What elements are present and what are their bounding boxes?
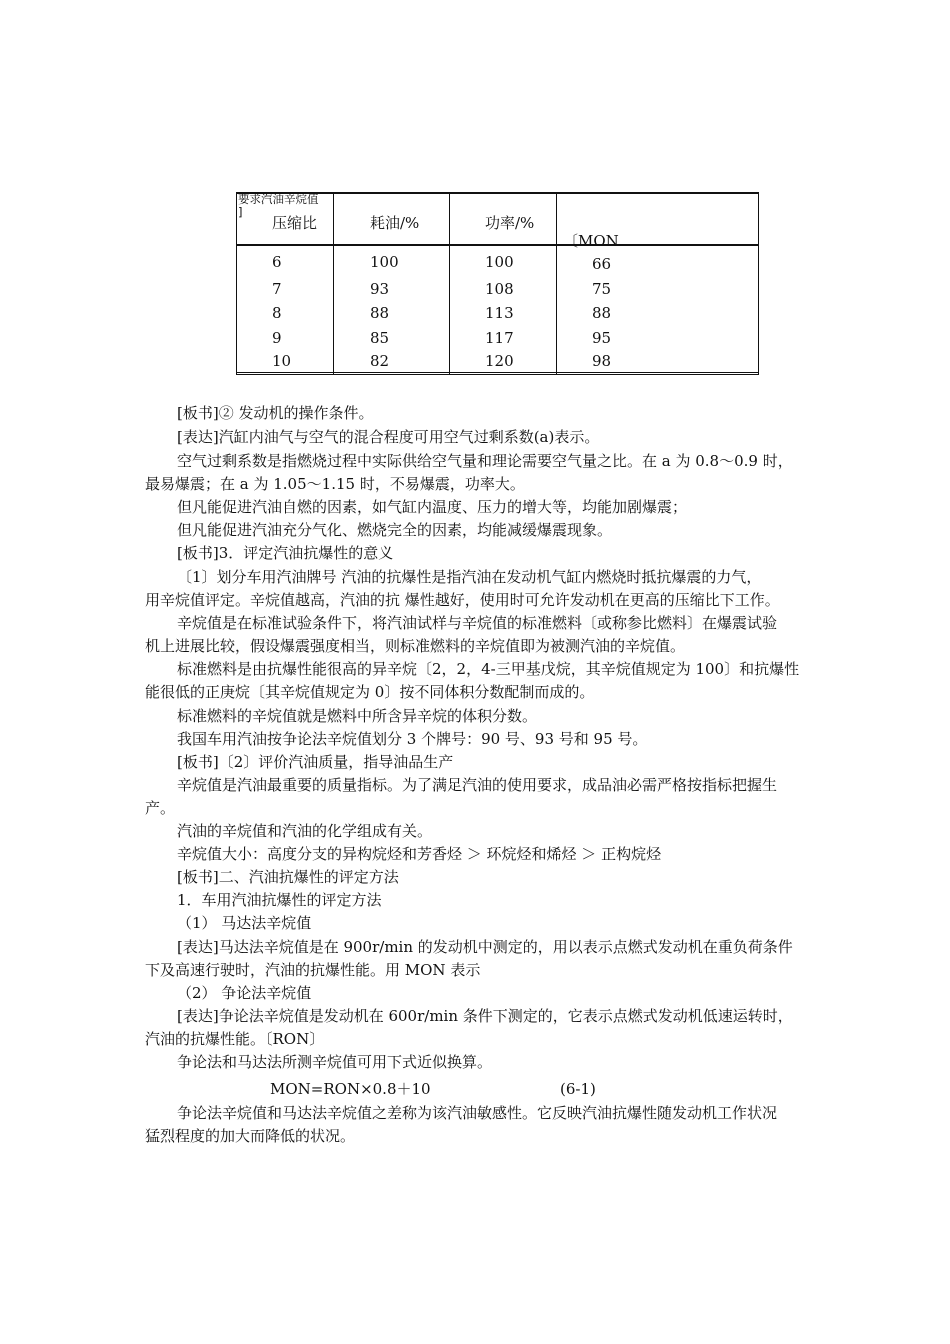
table-cell: 7	[272, 280, 282, 298]
paragraph-line: [表达]争论法辛烷值是发动机在 600r/min 条件下测定的，它表示点燃式发动机低速运转时，	[177, 1007, 793, 1025]
paragraph-line: 机上进展比较，假设爆震强度相当，则标准燃料的辛烷值即为被测汽油的辛烷值。	[145, 637, 686, 655]
table-cell: 113	[485, 304, 514, 322]
table-cell: 100	[485, 253, 514, 271]
table-cell: 117	[485, 329, 514, 347]
table-cell: 98	[592, 352, 612, 370]
table-cell: 75	[592, 280, 612, 298]
table-col-line	[333, 192, 334, 375]
table-col-line	[758, 192, 759, 375]
table-cell: 9	[272, 329, 282, 347]
table-cell: 66	[592, 255, 612, 273]
paragraph-line: 用辛烷值评定。辛烷值越高，汽油的抗 爆性越好，使用时可允许发动机在更高的压缩比下工作。	[145, 591, 780, 609]
paragraph-line: （2） 争论法辛烷值	[177, 984, 312, 1002]
paragraph-line: 最易爆震；在 a 为 1.05～1.15 时，不易爆震，功率大。	[145, 475, 525, 493]
table-cell: 88	[592, 304, 612, 322]
paragraph-line: [板书]〔2〕评价汽油质量，指导油品生产	[177, 753, 454, 771]
paragraph-line: [板书]二、汽油抗爆性的评定方法	[177, 868, 399, 886]
paragraph-line: 争论法和马达法所测辛烷值可用下式近似换算。	[177, 1053, 493, 1071]
paragraph-line: 标准燃料的辛烷值就是燃料中所含异辛烷的体积分数。	[177, 707, 538, 725]
table-header-divider	[236, 244, 759, 246]
paragraph-line: 辛烷值是汽油最重要的质量指标。为了满足汽油的使用要求，成品油必需严格按指标把握生	[177, 776, 778, 794]
table-bottom-border	[236, 372, 759, 375]
header-power: 功率/%	[485, 214, 535, 232]
table-col-line	[556, 192, 557, 375]
table-cell: 108	[485, 280, 514, 298]
paragraph-line: 汽油的抗爆性能。〔RON〕	[145, 1030, 325, 1048]
table-col-line	[449, 192, 450, 375]
paragraph-line: 猛烈程度的加大而降低的状况。	[145, 1127, 356, 1145]
paragraph-line: 辛烷值是在标准试验条件下，将汽油试样与辛烷值的标准燃料〔或称参比燃料〕在爆震试验	[177, 614, 778, 632]
table-col-line	[236, 192, 237, 375]
paragraph-line: 但凡能促进汽油自燃的因素，如气缸内温度、压力的增大等，均能加剧爆震；	[177, 498, 688, 516]
paragraph-line: 我国车用汽油按争论法辛烷值划分 3 个牌号：90 号、93 号和 95 号。	[177, 730, 648, 748]
paragraph-line: 辛烷值大小：高度分支的异构烷烃和芳香烃 ＞ 环烷烃和烯烃 ＞ 正构烷烃	[177, 845, 662, 863]
paragraph-line: （1） 马达法辛烷值	[177, 914, 312, 932]
paragraph-line: 产。	[145, 799, 176, 817]
table-cell: 88	[370, 304, 390, 322]
paragraph-line: 能很低的正庚烷〔其辛烷值规定为 0〕按不同体积分数配制而成的。	[145, 683, 595, 701]
table-cell: 100	[370, 253, 399, 271]
formula: MON=RON×0.8＋10	[270, 1080, 431, 1098]
paragraph-line: [表达]马达法辛烷值是在 900r/min 的发动机中测定的，用以表示点燃式发动机在重负荷条件	[177, 938, 793, 956]
paragraph-line: 〔1〕划分车用汽油牌号 汽油的抗爆性是指汽油在发动机气缸内燃烧时抵抗爆震的力气，	[177, 568, 762, 586]
table-cell: 93	[370, 280, 390, 298]
paragraph-line: 1．车用汽油抗爆性的评定方法	[177, 891, 382, 909]
paragraph-line: 空气过剩系数是指燃烧过程中实际供给空气量和理论需要空气量之比。在 a 为 0.8～0.9 时，	[177, 452, 793, 470]
paragraph-line: [表达]汽缸内油气与空气的混合程度可用空气过剩系数(a)表示。	[177, 428, 600, 446]
header-mon: 〔MON	[563, 232, 619, 250]
paragraph-line: [板书]3．评定汽油抗爆性的意义	[177, 544, 394, 562]
paragraph-line: 下及高速行驶时，汽油的抗爆性能。用 MON 表示	[145, 961, 481, 979]
table-cell: 6	[272, 253, 282, 271]
table-cell: 8	[272, 304, 282, 322]
paragraph-line: 标准燃料是由抗爆性能很高的异辛烷〔2，2，4-三甲基戊烷，其辛烷值规定为 100〕和抗爆性	[177, 660, 800, 678]
table-cell: 95	[592, 329, 612, 347]
formula-number: (6-1)	[560, 1080, 596, 1098]
table-cell: 85	[370, 329, 390, 347]
header-fuel-consumption: 耗油/%	[370, 214, 420, 232]
octane-table	[236, 192, 759, 375]
table-cell: 10	[272, 352, 292, 370]
table-cell: 82	[370, 352, 390, 370]
header-compression-ratio: 压缩比	[272, 214, 318, 232]
corner-note-bracket: ]	[238, 205, 243, 219]
paragraph-line: 但凡能促进汽油充分气化、燃烧完全的因素，均能减缓爆震现象。	[177, 521, 613, 539]
paragraph-line: [板书]② 发动机的操作条件。	[177, 404, 374, 422]
paragraph-line: 争论法辛烷值和马达法辛烷值之差称为该汽油敏感性。它反映汽油抗爆性随发动机工作状况	[177, 1104, 778, 1122]
corner-note-text: 要求汽油辛烷值	[238, 192, 319, 206]
paragraph-line: 汽油的辛烷值和汽油的化学组成有关。	[177, 822, 433, 840]
table-cell: 120	[485, 352, 514, 370]
